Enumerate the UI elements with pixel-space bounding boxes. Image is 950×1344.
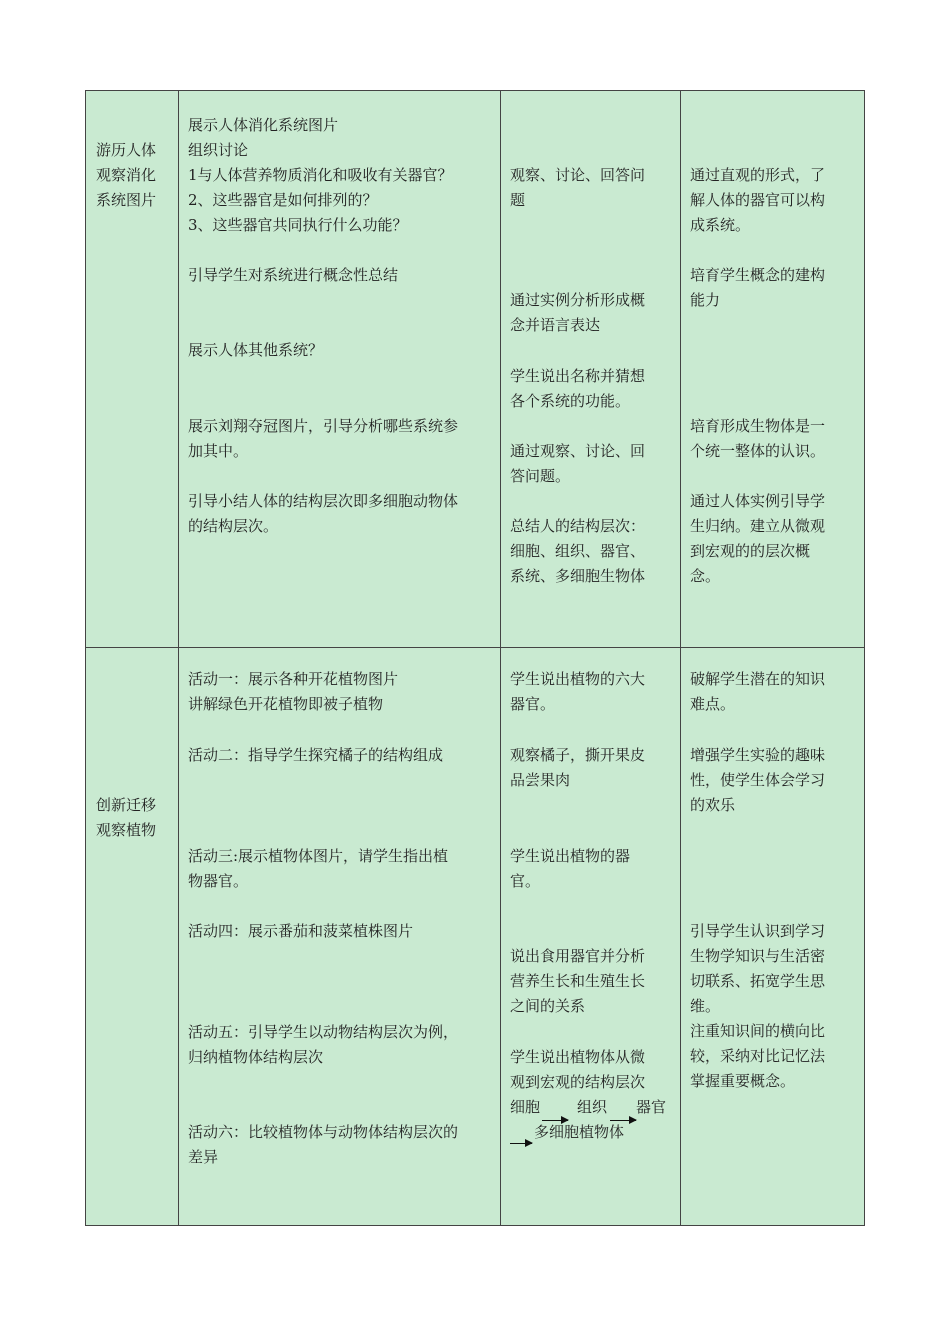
design-intent: 培育学生概念的建构 能力 <box>690 266 826 309</box>
teacher-activity: 展示人体消化系统图片 组织讨论 1与人体营养物质消化和吸收有关器官？ 2、这些器官是如何排列的？ 3、这些器官共同执行什么功能？ <box>188 116 453 234</box>
student-activity: 学生说出植物的六大 器官。 <box>510 670 646 713</box>
lesson-table <box>85 90 865 1226</box>
flow-cell: 细胞 <box>510 1098 541 1116</box>
flow-tissue: 组织 <box>577 1098 608 1116</box>
teacher-activity: 活动三:展示植物体图片，请学生指出植 物器官。 <box>188 847 449 890</box>
arrow-icon <box>510 1143 532 1144</box>
student-activity: 说出食用器官并分析 营养生长和生殖生长 之间的关系 <box>510 947 646 1015</box>
stage-cell: 游历人体 观察消化 系统图片 <box>96 141 157 209</box>
teacher-activity: 引导小结人体的结构层次即多细胞动物体 的结构层次。 <box>188 492 459 535</box>
flow-organ: 器官 <box>636 1098 667 1116</box>
row-divider <box>86 647 864 648</box>
student-activity: 总结人的结构层次： 细胞、组织、器官、 系统、多细胞生物体 <box>510 517 646 585</box>
student-activity: 学生说出植物的器 官。 <box>510 847 631 890</box>
column-divider <box>178 91 179 1225</box>
teacher-activity: 引导学生对系统进行概念性总结 <box>188 266 399 284</box>
design-intent: 通过直观的形式，了 解人体的器官可以构 成系统。 <box>690 166 826 234</box>
student-activity: 学生说出植物体从微 观到宏观的结构层次 <box>510 1048 646 1091</box>
student-activity: 学生说出名称并猜想 各个系统的功能。 <box>510 367 646 410</box>
flow-plant: 多细胞植物体 <box>534 1123 625 1141</box>
column-divider <box>500 91 501 1225</box>
student-activity: 通过实例分析形成概 念并语言表达 <box>510 291 646 334</box>
design-intent: 增强学生实验的趣味 性，使学生体会学习 的欢乐 <box>690 746 826 814</box>
teacher-activity: 活动五：引导学生以动物结构层次为例， 归纳植物体结构层次 <box>188 1023 459 1066</box>
student-activity: 通过观察、讨论、回 答问题。 <box>510 442 646 485</box>
teacher-activity: 展示刘翔夺冠图片，引导分析哪些系统参 加其中。 <box>188 417 459 460</box>
stage-cell: 创新迁移 观察植物 <box>96 796 157 839</box>
teacher-activity: 展示人体其他系统？ <box>188 341 324 359</box>
teacher-activity: 活动六：比较植物体与动物体结构层次的 差异 <box>188 1123 459 1166</box>
student-activity: 观察橘子，撕开果皮 品尝果肉 <box>510 746 646 789</box>
teacher-activity: 活动四：展示番茄和菠菜植株图片 <box>188 922 414 940</box>
design-intent: 引导学生认识到学习 生物学知识与生活密 切联系、拓宽学生思 维。 注重知识间的横向比 较，采纳对比记忆法 掌握重要概念。 <box>690 922 826 1090</box>
column-divider <box>680 91 681 1225</box>
teacher-activity: 活动二：指导学生探究橘子的结构组成 <box>188 746 444 764</box>
design-intent: 通过人体实例引导学 生归纳。建立从微观 到宏观的的层次概 念。 <box>690 492 826 585</box>
student-activity: 观察、讨论、回答问 题 <box>510 166 646 209</box>
teacher-activity: 活动一：展示各种开花植物图片 讲解绿色开花植物即被子植物 <box>188 670 399 713</box>
design-intent: 破解学生潜在的知识 难点。 <box>690 670 826 713</box>
design-intent: 培育形成生物体是一 个统一整体的认识。 <box>690 417 826 460</box>
